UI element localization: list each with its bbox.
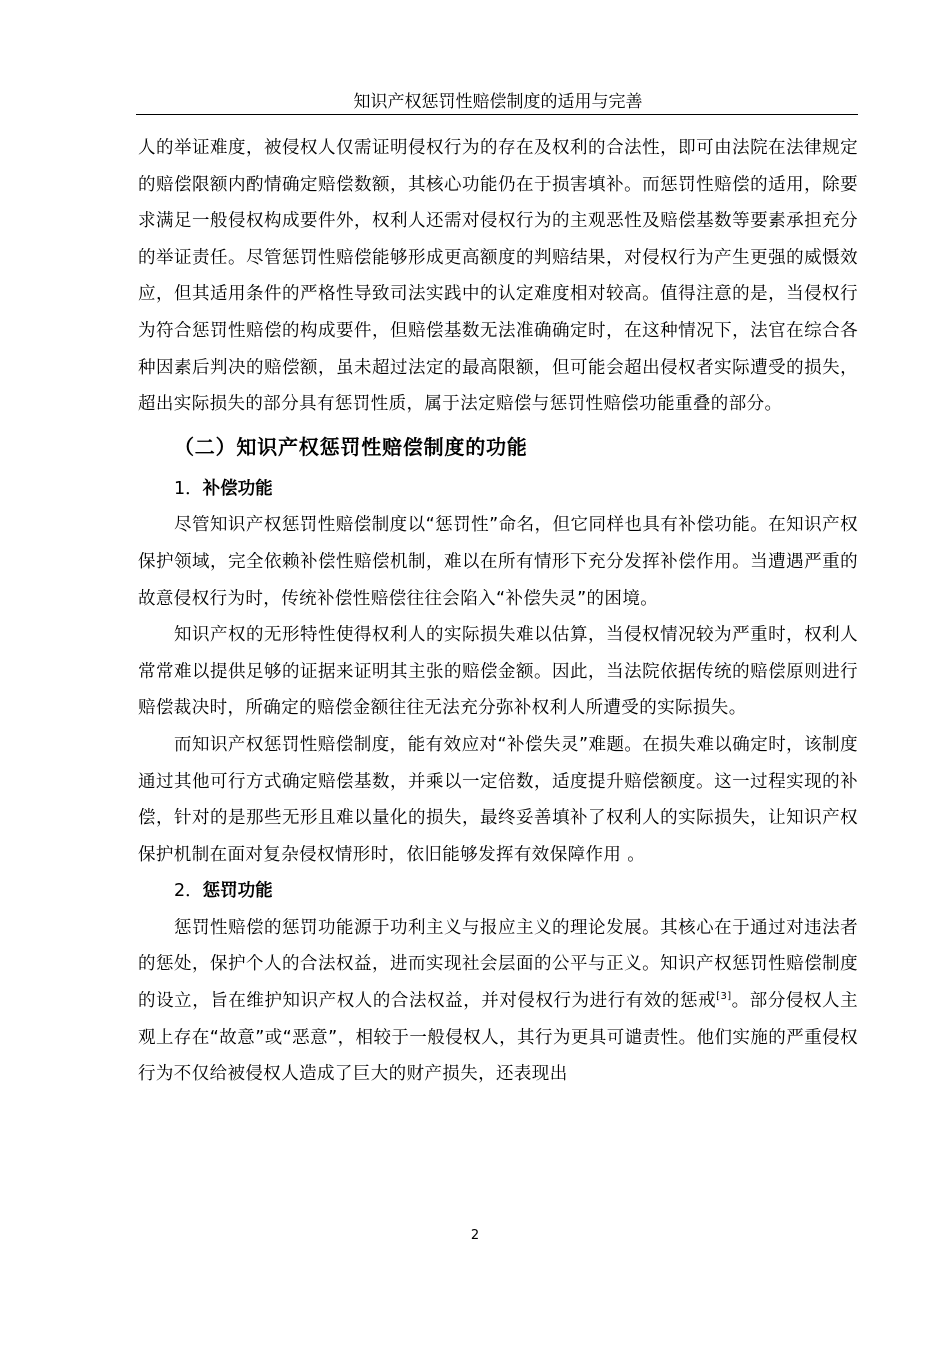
subsection-title: 惩罚功能 xyxy=(202,881,273,902)
subsection-number: 2． xyxy=(174,881,203,902)
paragraph-text: 。部分侵权人主观上存在“故意”或“恶意”，相较于一般侵权人，其行为更具可谴责性。他们实施的严重侵权行为不仅给被侵权人造成了巨大的财产损失，还表现出 xyxy=(138,991,858,1085)
subsection-heading-punishment xyxy=(138,873,858,910)
paragraph-compensation-3: 而知识产权惩罚性赔偿制度，能有效应对“补偿失灵”难题。在损失难以确定时，该制度通过其他可行方式确定赔偿基数，并乘以一定倍数，适度提升赔偿额度。这一过程实现的补偿，针对的是那些无形且难以量化的损失，最终妥善填补了权利人的实际损失，让知识产权保护机制在面对复杂侵权情形时，依旧能够发挥有效保障作用 。 xyxy=(138,734,858,865)
paragraph-compensation-2: 知识产权的无形特性使得权利人的实际损失难以估算，当侵权情况较为严重时，权利人常常难以提供足够的证据来证明其主张的赔偿金额。因此，当法院依据传统的赔偿原则进行赔偿裁决时，所确定的赔偿金额往往无法充分弥补权利人所遭受的实际损失。 xyxy=(138,625,858,719)
section-heading: （二）知识产权惩罚性赔偿制度的功能 xyxy=(174,434,528,459)
subsection-number: 1． xyxy=(174,478,203,499)
subsection-heading-compensation xyxy=(138,471,858,508)
paragraph-punishment-1 xyxy=(138,910,858,1093)
running-header: 知识产权惩罚性赔偿制度的适用与完善 xyxy=(353,92,643,112)
subsection-title: 补偿功能 xyxy=(202,478,273,499)
paragraph-text: 惩罚性赔偿的惩罚功能源于功利主义与报应主义的理论发展。其核心在于通过对违法者的惩处，保护个人的合法权益，进而实现社会层面的公平与正义。知识产权惩罚性赔偿制度的设立，旨在维护知识产权人的合法权益，并对侵权行为进行有效的惩戒 xyxy=(138,917,858,1012)
citation-ref[interactable]: [3] xyxy=(716,991,732,1003)
header-divider xyxy=(136,114,858,115)
paragraph-intro: 人的举证难度，被侵权人仅需证明侵权行为的存在及权利的合法性，即可由法院在法律规定的赔偿限额内酌情确定赔偿数额，其核心功能仍在于损害填补。而惩罚性赔偿的适用，除要求满足一般侵权构成要件外，权利人还需对侵权行为的主观恶性及赔偿基数等要素承担充分的举证责任。尽管惩罚性赔偿能够形成更高额度的判赔结果，对侵权行为产生更强的威慑效应，但其适用条件的严格性导致司法实践中的认定难度相对较高。值得注意的是，当侵权行为符合惩罚性赔偿的构成要件，但赔偿基数无法准确确定时，在这种情况下，法官在综合各种因素后判决的赔偿额，虽未超过法定的最高限额，但可能会超出侵权者实际遭受的损失，超出实际损失的部分具有惩罚性质，属于法定赔偿与惩罚性赔偿功能重叠的部分。 xyxy=(138,138,858,415)
page-number: 2 xyxy=(470,1228,480,1243)
paragraph-compensation-1: 尽管知识产权惩罚性赔偿制度以“惩罚性”命名，但它同样也具有补偿功能。在知识产权保护领域，完全依赖补偿性赔偿机制，难以在所有情形下充分发挥补偿作用。当遭遇严重的故意侵权行为时，传统补偿性赔偿往往会陷入“补偿失灵”的困境。 xyxy=(138,515,858,609)
page-body xyxy=(138,130,858,1093)
